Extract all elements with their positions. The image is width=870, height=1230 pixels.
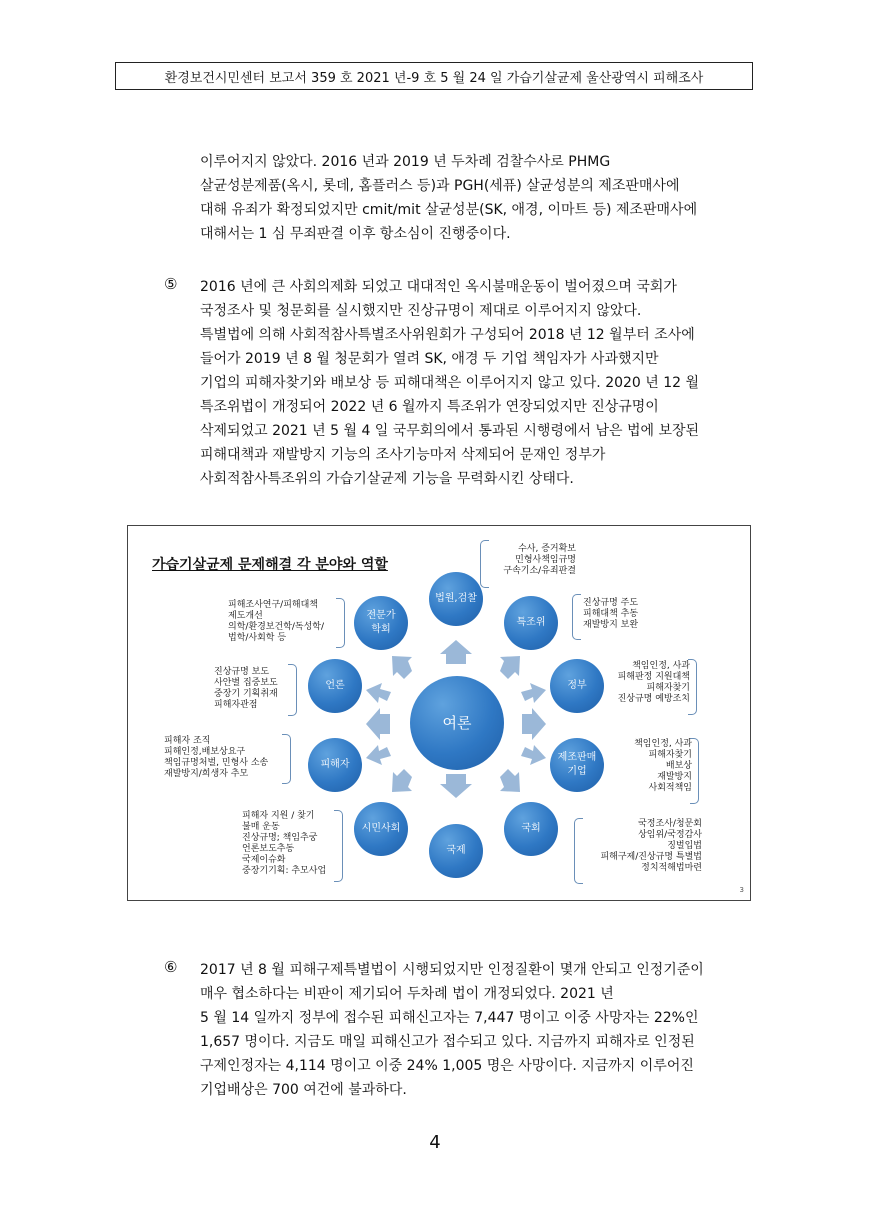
roles-diagram [127, 525, 751, 901]
node-expert-label [367, 609, 396, 637]
note-line: 상임위/국정감사 [638, 830, 702, 840]
note-line: 재발방지 보완 [583, 620, 639, 630]
assembly-note [578, 819, 702, 874]
slide-number: 3 [739, 886, 744, 894]
diagram-title: 가습기살균제 문제해결 각 분야와 역할 [152, 557, 388, 573]
text-line: 2016 년에 큰 사회의제화 되었고 대대적인 옥시불매운동이 벌어졌으며 국회가 [200, 279, 677, 295]
note-line: 피해자찾기 [648, 750, 692, 760]
text-line: 구제인정자는 4,114 명이고 이중 24% 1,005 명은 사망이다. 지금까지 이루어진 [200, 1058, 694, 1074]
node-government [550, 659, 604, 713]
text-line: 삭제되었고 2021 년 5 월 4 일 국무회의에서 통과된 시행령에서 남은 법에 보장된 [200, 423, 700, 439]
text-line: 들어가 2019 년 8 월 청문회가 열려 SK, 애경 두 기업 책임자가 사과했지만 [200, 351, 659, 367]
note-line: 사회적책임 [648, 783, 692, 793]
arrow-down-right [500, 769, 520, 792]
note-line: 구속기소/유죄판결 [503, 566, 576, 576]
arrow-right [522, 708, 546, 740]
node-media-label: 언론 [325, 680, 345, 691]
note-line: 피해자 조직 [164, 736, 211, 746]
center-node-public-opinion [410, 676, 504, 770]
node-expert-label-1: 전문가 [366, 610, 396, 621]
node-civil-society [354, 802, 408, 856]
arrow-up-right [500, 656, 520, 679]
text-line: 기업의 피해자찾기와 배보상 등 피해대책은 이루어지지 않고 있다. 2020 년 12 월 [200, 375, 700, 391]
media-note-bracket [288, 664, 297, 716]
note-line: 제도개선 [228, 611, 263, 621]
text-line: 사회적참사특조위의 가습기살균제 기능을 무력화시킨 상태다. [200, 471, 574, 487]
item-5-paragraph [200, 275, 699, 491]
node-manufacturer [550, 738, 604, 792]
note-line: 배보상 [665, 761, 692, 771]
node-international [429, 824, 483, 878]
victim-note [164, 736, 268, 780]
note-line: 징벌입법 [667, 841, 702, 851]
arrow-left-upper [366, 683, 391, 703]
text-line: 국정조사 및 청문회를 실시했지만 진상규명이 제대로 이루어지지 않았다. [200, 303, 642, 319]
note-line: 피해판정 지원대책 [617, 672, 690, 682]
text-line: 매우 협소하다는 비판이 제기되어 두차례 법이 개정되었다. 2021 년 [200, 986, 614, 1002]
note-line: 피해자관점 [214, 700, 258, 710]
node-media [308, 659, 362, 713]
text-line: 5 월 14 일까지 정부에 접수된 피해신고자는 7,447 명이고 이중 사망자는 22%인 [200, 1010, 699, 1026]
note-line: 진상규명 예방조치 [617, 694, 690, 704]
text-line: 2017 년 8 월 피해구제특별법이 시행되었지만 인정질환이 몇개 안되고 인정기준이 [200, 962, 704, 978]
text-line: 대해 유죄가 확정되었지만 cmit/mit 살균성분(SK, 애경, 이마트 등) 제조판매사에 [200, 202, 698, 218]
note-line: 피해인정,배보상요구 [164, 747, 246, 757]
node-victim-label: 피해자 [320, 759, 350, 770]
text-line: 특별법에 의해 사회적참사특별조사위원회가 구성되어 2018 년 12 월부터 조사에 [200, 327, 695, 343]
manufacturer-note [608, 739, 692, 794]
node-international-label: 국제 [446, 845, 466, 856]
node-assembly [504, 802, 558, 856]
text-line: 특조위법이 개정되어 2022 년 6 월까지 특조위가 연장되었지만 진상규명이 [200, 399, 659, 415]
report-header-text: 환경보건시민센터 보고서 359 호 2021 년-9 호 5 월 24 일 가습기살균제 울산광역시 피해조사 [164, 70, 704, 86]
item-5-marker: ⑤ [164, 275, 178, 293]
victim-note-bracket [282, 734, 291, 784]
note-line: 민형사책임규명 [515, 555, 576, 565]
court-note [486, 544, 576, 577]
media-note [214, 667, 278, 711]
note-line: 법학/사회학 등 [228, 633, 287, 643]
arrow-left [366, 708, 390, 740]
government-note [606, 661, 690, 705]
note-line: 재발방지/희생자 추모 [164, 769, 249, 779]
intro-paragraph [200, 150, 697, 246]
node-manufacturer-label-1: 제조판매 [557, 752, 597, 763]
text-line: 피해대책과 재발방지 기능의 조사기능마저 삭제되어 문재인 정부가 [200, 447, 606, 463]
note-line: 책임규명처벌, 민형사 소송 [164, 758, 269, 768]
node-court [429, 572, 483, 626]
node-court-label: 법원,검찰 [435, 593, 477, 604]
note-line: 정치적해법마련 [641, 863, 702, 873]
note-line: 책임인정, 사과 [634, 739, 692, 749]
arrow-up-left [392, 656, 412, 679]
note-line: 피해구제/진상규명 특별법 [600, 852, 702, 862]
node-expert-label-2: 학회 [371, 624, 391, 635]
center-node-label: 여론 [442, 714, 472, 732]
commission-note [583, 598, 638, 631]
text-line: 대해서는 1 심 무죄판결 이후 항소심이 진행중이다. [200, 226, 511, 242]
node-victim [308, 738, 362, 792]
note-line: 피해대책 추동 [583, 609, 639, 619]
arrow-right-upper [521, 683, 546, 703]
text-line: 살균성분제품(옥시, 롯데, 홈플러스 등)과 PGH(세퓨) 살균성분의 제조판매사에 [200, 178, 680, 194]
note-line: 수사, 증거확보 [518, 544, 576, 554]
note-line: 국정조사/청문회 [638, 819, 702, 829]
text-line: 이루어지지 않았다. 2016 년과 2019 년 두차례 검찰수사로 PHMG [200, 154, 611, 170]
arrow-down-left [392, 769, 412, 792]
expert-note-bracket [336, 598, 345, 648]
note-line: 재발방지 [657, 772, 692, 782]
node-manufacturer-label [558, 751, 597, 779]
note-line: 중장기 기획취재 [214, 689, 278, 699]
commission-note-bracket [572, 594, 581, 640]
civil-note [242, 811, 326, 877]
report-header [115, 62, 753, 90]
civil-note-bracket [334, 810, 343, 882]
note-line: 피해자찾기 [646, 683, 690, 693]
item-6-marker: ⑥ [164, 958, 178, 976]
text-line: 기업배상은 700 여건에 불과하다. [200, 1082, 407, 1098]
note-line: 중장기기획: 추모사업 [242, 866, 327, 876]
arrow-right-lower [521, 745, 546, 765]
text-line: 1,657 명이다. 지금도 매일 피해신고가 접수되고 있다. 지금까지 피해자로 인정된 [200, 1034, 695, 1050]
arrow-left-lower [366, 745, 391, 765]
page-number: 4 [429, 1132, 441, 1153]
node-commission [504, 596, 558, 650]
note-line: 의학/환경보건학/독성학/ [228, 622, 325, 632]
note-line: 진상규명; 책임추궁 [242, 833, 318, 843]
item-6-paragraph [200, 958, 704, 1102]
note-line: 진상규명 보도 [214, 667, 270, 677]
expert-note [228, 600, 324, 644]
arrow-down [440, 774, 472, 798]
node-assembly-label: 국회 [521, 823, 541, 834]
node-expert [354, 596, 408, 650]
node-manufacturer-label-2: 기업 [567, 766, 587, 777]
note-line: 사안별 집중보도 [214, 678, 278, 688]
note-line: 피해조사연구/피해대책 [228, 600, 318, 610]
node-government-label: 정부 [567, 680, 587, 691]
note-line: 책임인정, 사과 [632, 661, 690, 671]
node-civil-society-label: 시민사회 [361, 823, 401, 834]
note-line: 국제이슈화 [242, 855, 286, 865]
note-line: 진상규명 주도 [583, 598, 639, 608]
arrow-up [440, 640, 472, 664]
note-line: 불매 운동 [242, 822, 280, 832]
note-line: 피해자 지원 / 찾기 [242, 811, 315, 821]
node-commission-label: 특조위 [516, 617, 546, 628]
note-line: 언론보도추동 [242, 844, 295, 854]
